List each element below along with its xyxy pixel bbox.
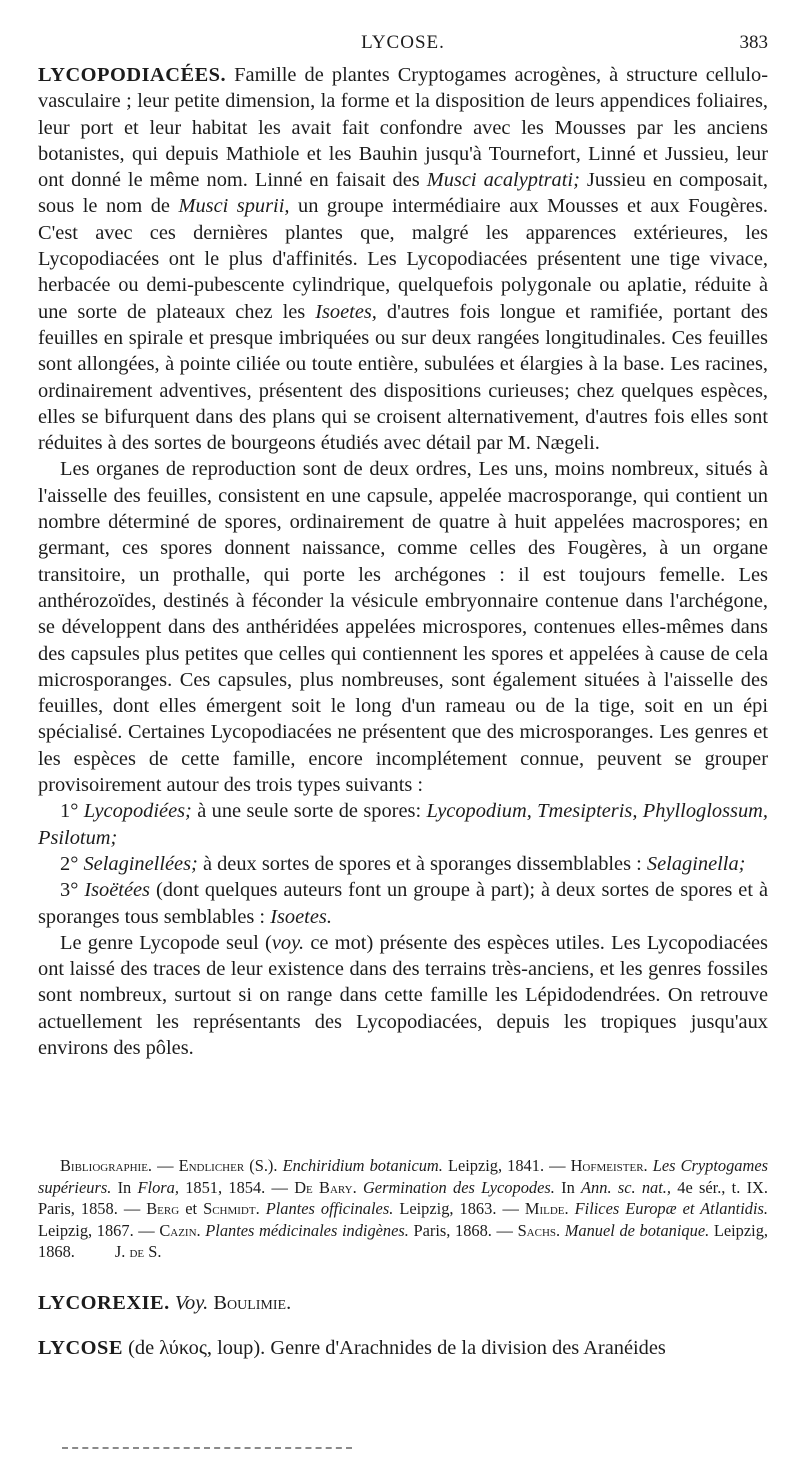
text-run: un groupe intermédiaire aux Mousses et aux Fougères. C'est avec ces dernières plantes que, malgré les apparences extérieures, les Lycopodiacées ont le plus d'affinités. Les Lycopodiacées présentent une tige vivace, herbacée ou demi-pubescente cylindrique, quelquefois polygonale ou aplatie, réduite à une sorte de plateaux chez les: [38, 195, 769, 323]
type-name: Isoëtées: [84, 879, 150, 902]
signature-initial: J.: [114, 1242, 126, 1261]
definition-start: Genre d'Arachnides de la division des Aranéides: [270, 1337, 666, 1359]
voy-abbrev: Voy.: [174, 1292, 209, 1314]
text-run: In: [554, 1177, 582, 1197]
bibliography-label: Bibliographie.: [60, 1156, 153, 1175]
work-title: Les Cryptogames supérieurs.: [38, 1156, 768, 1197]
etymology: (de λύκος, loup).: [122, 1337, 271, 1359]
type-name: Selaginellées;: [83, 852, 198, 875]
type-genera: Isoetes.: [270, 905, 332, 928]
footer-divider: [62, 1447, 352, 1451]
italic-term: Musci spurii,: [178, 195, 290, 218]
type-1: [38, 798, 768, 851]
work-title: Germination des Lycopodes.: [356, 1177, 555, 1197]
cross-reference-link: Boulimie.: [213, 1292, 292, 1314]
text-run: Paris, 1868. —: [408, 1220, 518, 1240]
text-run: Leipzig, 1863. —: [393, 1199, 525, 1218]
work-title: Plantes officinales.: [259, 1199, 394, 1218]
type-description: à une seule sorte de spores:: [191, 800, 427, 823]
work-title: Plantes médicinales indigènes.: [200, 1220, 409, 1240]
headword-lycorexie: LYCOREXIE.: [38, 1292, 170, 1314]
text-run: et: [179, 1199, 204, 1218]
type-description: à deux sortes de spores et à sporanges dissemblables :: [197, 852, 647, 875]
text-run: Le genre Lycopode seul (: [60, 931, 272, 954]
text-run: —: [152, 1156, 179, 1175]
text-run: 4e sér., t. IX. Paris, 1858. —: [38, 1177, 768, 1218]
text-run: ce mot) présente des espèces utiles. Les Lycopodiacées ont laissé des traces de leur existence dans des terrains très-anciens, et les genres fossiles sont nombreux, surtout si on range dans cette famille les Lépidodendrées. On retrouve actuellement les représentants des Lycopodiacées, depuis les tropiques jusqu'aux environs des pôles.: [38, 931, 768, 1059]
text-run: d'autres fois longue et ramifiée, portant des feuilles en spirale et presque imbriquées ou sur deux rangées longitudinales. Ces feuilles sont allongées, à pointe ciliée ou toute entière, subulées et élargies à la base. Les racines, ordinairement adventives, présentent des dispositions curieuses; chez quelques espèces, elles se bifurquent dans des plans qui se croisent alternativement, d'autres fois elles sont réduites à des sortes de bourgeons étudiés avec détail par M. Nægeli.: [38, 300, 768, 455]
author: De Bary.: [294, 1177, 357, 1197]
headword-lycopodiacees: LYCOPODIACÉES.: [38, 64, 227, 86]
bibliography: [38, 1155, 768, 1263]
paragraph-reproduction: Les organes de reproduction sont de deux ordres, Les uns, moins nombreux, situés à l'aisselle des feuilles, consistent en une capsule, appelée macrosporange, qui contient un nombre déterminé de spores, ordinairement de quatre à huit appelées macrospores; en germant, ces spores donnent naissance, comme celles des Fougères, à un organe transitoire, un prothalle, qui porte les archégones : il est toujours femelle. Les anthérozoïdes, destinés à féconder la vésicule embryonnaire contenue dans l'archégone, se développent dans des anthéridées appelées microspores, contenues elles-mêmes dans des capsules plus petites que celles qui contiennent les spores et appelées à cause de cela microsporanges. Ces capsules, plus nombreuses, sont également situées à l'aisselle des feuilles, dont elles émergent soit le long d'un rameau ou de la tige, soit en un épi spécialisé. Certaines Lycopodiacées ne présentent que des microsporanges. Les genres et les espèces de cette famille, encore incomplétement connue, peuvent se grouper provisoirement autour des trois types suivants :: [38, 458, 768, 797]
text-run: 1851, 1854. —: [178, 1177, 295, 1197]
text-run: Leipzig, 1867. —: [38, 1220, 160, 1240]
work-title: Filices Europæ et Atlantidis.: [568, 1199, 768, 1218]
text-run: In: [111, 1177, 138, 1197]
work-title: Enchiridium botanicum.: [282, 1156, 443, 1175]
author: Milde.: [524, 1199, 569, 1218]
signature-name: de S.: [129, 1242, 162, 1261]
author: Sachs.: [517, 1220, 561, 1240]
author: Cazin.: [159, 1220, 201, 1240]
entry-lycorexie: [38, 1290, 768, 1316]
text-run: Leipzig, 1841. —: [442, 1156, 571, 1175]
author: Endlicher: [178, 1156, 245, 1175]
author: Schmidt.: [203, 1199, 260, 1218]
work-title: Ann. sc. nat.,: [581, 1177, 671, 1197]
author: Hofmeister.: [570, 1156, 648, 1175]
paragraph-intro: [38, 62, 768, 456]
running-head: LYCOSE.: [361, 32, 445, 53]
text-run: (S.).: [244, 1156, 283, 1175]
italic-term: Isoetes,: [315, 300, 377, 323]
page-header: [38, 32, 768, 56]
text-run: Leipzig, 1868.: [38, 1220, 768, 1261]
type-genera: Selaginella;: [646, 852, 746, 875]
type-3: [38, 877, 768, 930]
article-lycopodiacees: [38, 62, 768, 1061]
type-genera: Lycopodium, Tmesipteris, Phylloglossum, Psilotum;: [38, 800, 768, 849]
type-description: (dont quelques auteurs font un groupe à part); à deux sortes de spores et à sporanges tous semblables :: [38, 879, 768, 928]
voy-abbrev: voy.: [271, 931, 305, 954]
type-2: [38, 851, 768, 877]
type-number: 1°: [60, 800, 79, 823]
text-run: Famille de plantes Cryptogames acrogènes, à structure cellulo-vasculaire ; leur petite dimension, la forme et la disposition de leurs appendices foliaires, leur port et leur habitat les avait fait confondre avec les Mousses par les anciens botanistes, qui depuis Mathiole et les Bauhin jusqu'à Tournefort, Linné et Jussieu, leur ont donné le même nom. Linné en faisait des: [38, 64, 768, 192]
bibliography-paragraph: [38, 1155, 768, 1263]
paragraph-conclusion: [38, 930, 768, 1061]
author: Berg: [146, 1199, 180, 1218]
entry-lycose: [38, 1335, 768, 1361]
text-run: Jussieu en composait, sous le nom de: [38, 169, 768, 218]
italic-term: Musci acalyptrati;: [426, 169, 580, 192]
headword-lycose: LYCOSE: [38, 1337, 123, 1359]
work-title: Manuel de botanique.: [560, 1220, 710, 1240]
type-number: 3°: [60, 879, 79, 902]
type-number: 2°: [60, 852, 79, 875]
page-number: 383: [739, 32, 768, 53]
work-title: Flora,: [137, 1177, 179, 1197]
type-name: Lycopodiées;: [83, 800, 192, 823]
